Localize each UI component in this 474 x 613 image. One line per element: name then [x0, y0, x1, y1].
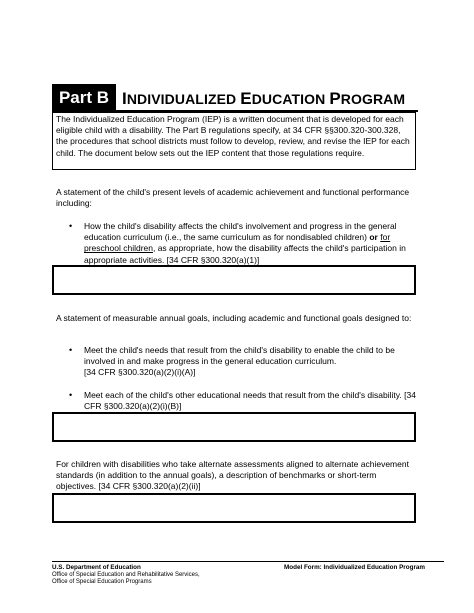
- bullet-text: Meet the child's needs that result from the child's disability to enable the child to be involved in and make progress in the general education curriculum.: [84, 345, 395, 367]
- present-levels-answer-field[interactable]: [52, 265, 416, 295]
- bullet-text: Meet each of the child's other educational needs that result from the child's disability. [34 CFR §300.320(a)(2)(i)(B)]: [84, 389, 416, 411]
- title-initial-2: E: [240, 89, 252, 108]
- footer-divider: [52, 561, 444, 562]
- bullet-text: How the child's disability affects the child's involvement and progress in the general education curriculum (i.e., the same curriculum as for nondisabled children): [84, 221, 397, 243]
- bullet-citation: [34 CFR §300.320(a)(2)(i)(A)]: [84, 367, 196, 378]
- benchmarks-intro: For children with disabilities who take alternate assessments aligned to alternate achievement standards (in addition to the annual goals), a description of benchmarks or short-term objectives. [34 CFR §300.320(a)(2)(ii)]: [56, 459, 409, 492]
- bullet-bold-or: or: [369, 232, 378, 243]
- list-item: [64, 390, 416, 412]
- benchmarks-answer-field[interactable]: [52, 493, 416, 523]
- list-item: [64, 345, 416, 379]
- title-rest-1: NDIVIDUALIZED: [126, 91, 241, 107]
- footer-left: [52, 564, 200, 587]
- footer-office-2: Office of Special Education Programs: [52, 579, 152, 585]
- intro-box: The Individualized Education Program (IEP) is a written document that is developed for each eligible child with a disability. The Part B regulations specify, at 34 CFR §§300.320-300.328, the procedures that school districts must follow to develop, review, and revise the IEP for each child. The document below sets out the IEP content that those regulations require.: [52, 112, 416, 170]
- bullet-text-b: , as appropriate, how the disability affects the child's participation in appropriate activities. [34 CFR §300.320(a)(1)]: [84, 243, 406, 265]
- title-initial-1: I: [122, 89, 127, 108]
- page-title: [122, 88, 405, 110]
- title-initial-3: P: [329, 89, 341, 108]
- title-rest-3: ROGRAM: [340, 91, 406, 107]
- part-label: Part B: [52, 84, 116, 110]
- page-header: [52, 84, 418, 112]
- annual-goals-intro: A statement of measurable annual goals, including academic and functional goals designed to:: [56, 313, 412, 323]
- bullet-underlined: for preschool children: [84, 232, 391, 254]
- footer-department: U.S. Department of Education: [52, 564, 141, 571]
- annual-goals-answer-field[interactable]: [52, 412, 416, 442]
- title-rest-2: DUCATION: [251, 91, 330, 107]
- present-levels-intro: A statement of the child's present levels of academic achievement and functional performance including:: [56, 187, 410, 209]
- footer-office-1: Office of Special Education and Rehabilitative Services,: [52, 571, 200, 578]
- footer-form-title: Model Form: Individualized Education Program: [284, 564, 425, 571]
- list-item: [64, 221, 416, 266]
